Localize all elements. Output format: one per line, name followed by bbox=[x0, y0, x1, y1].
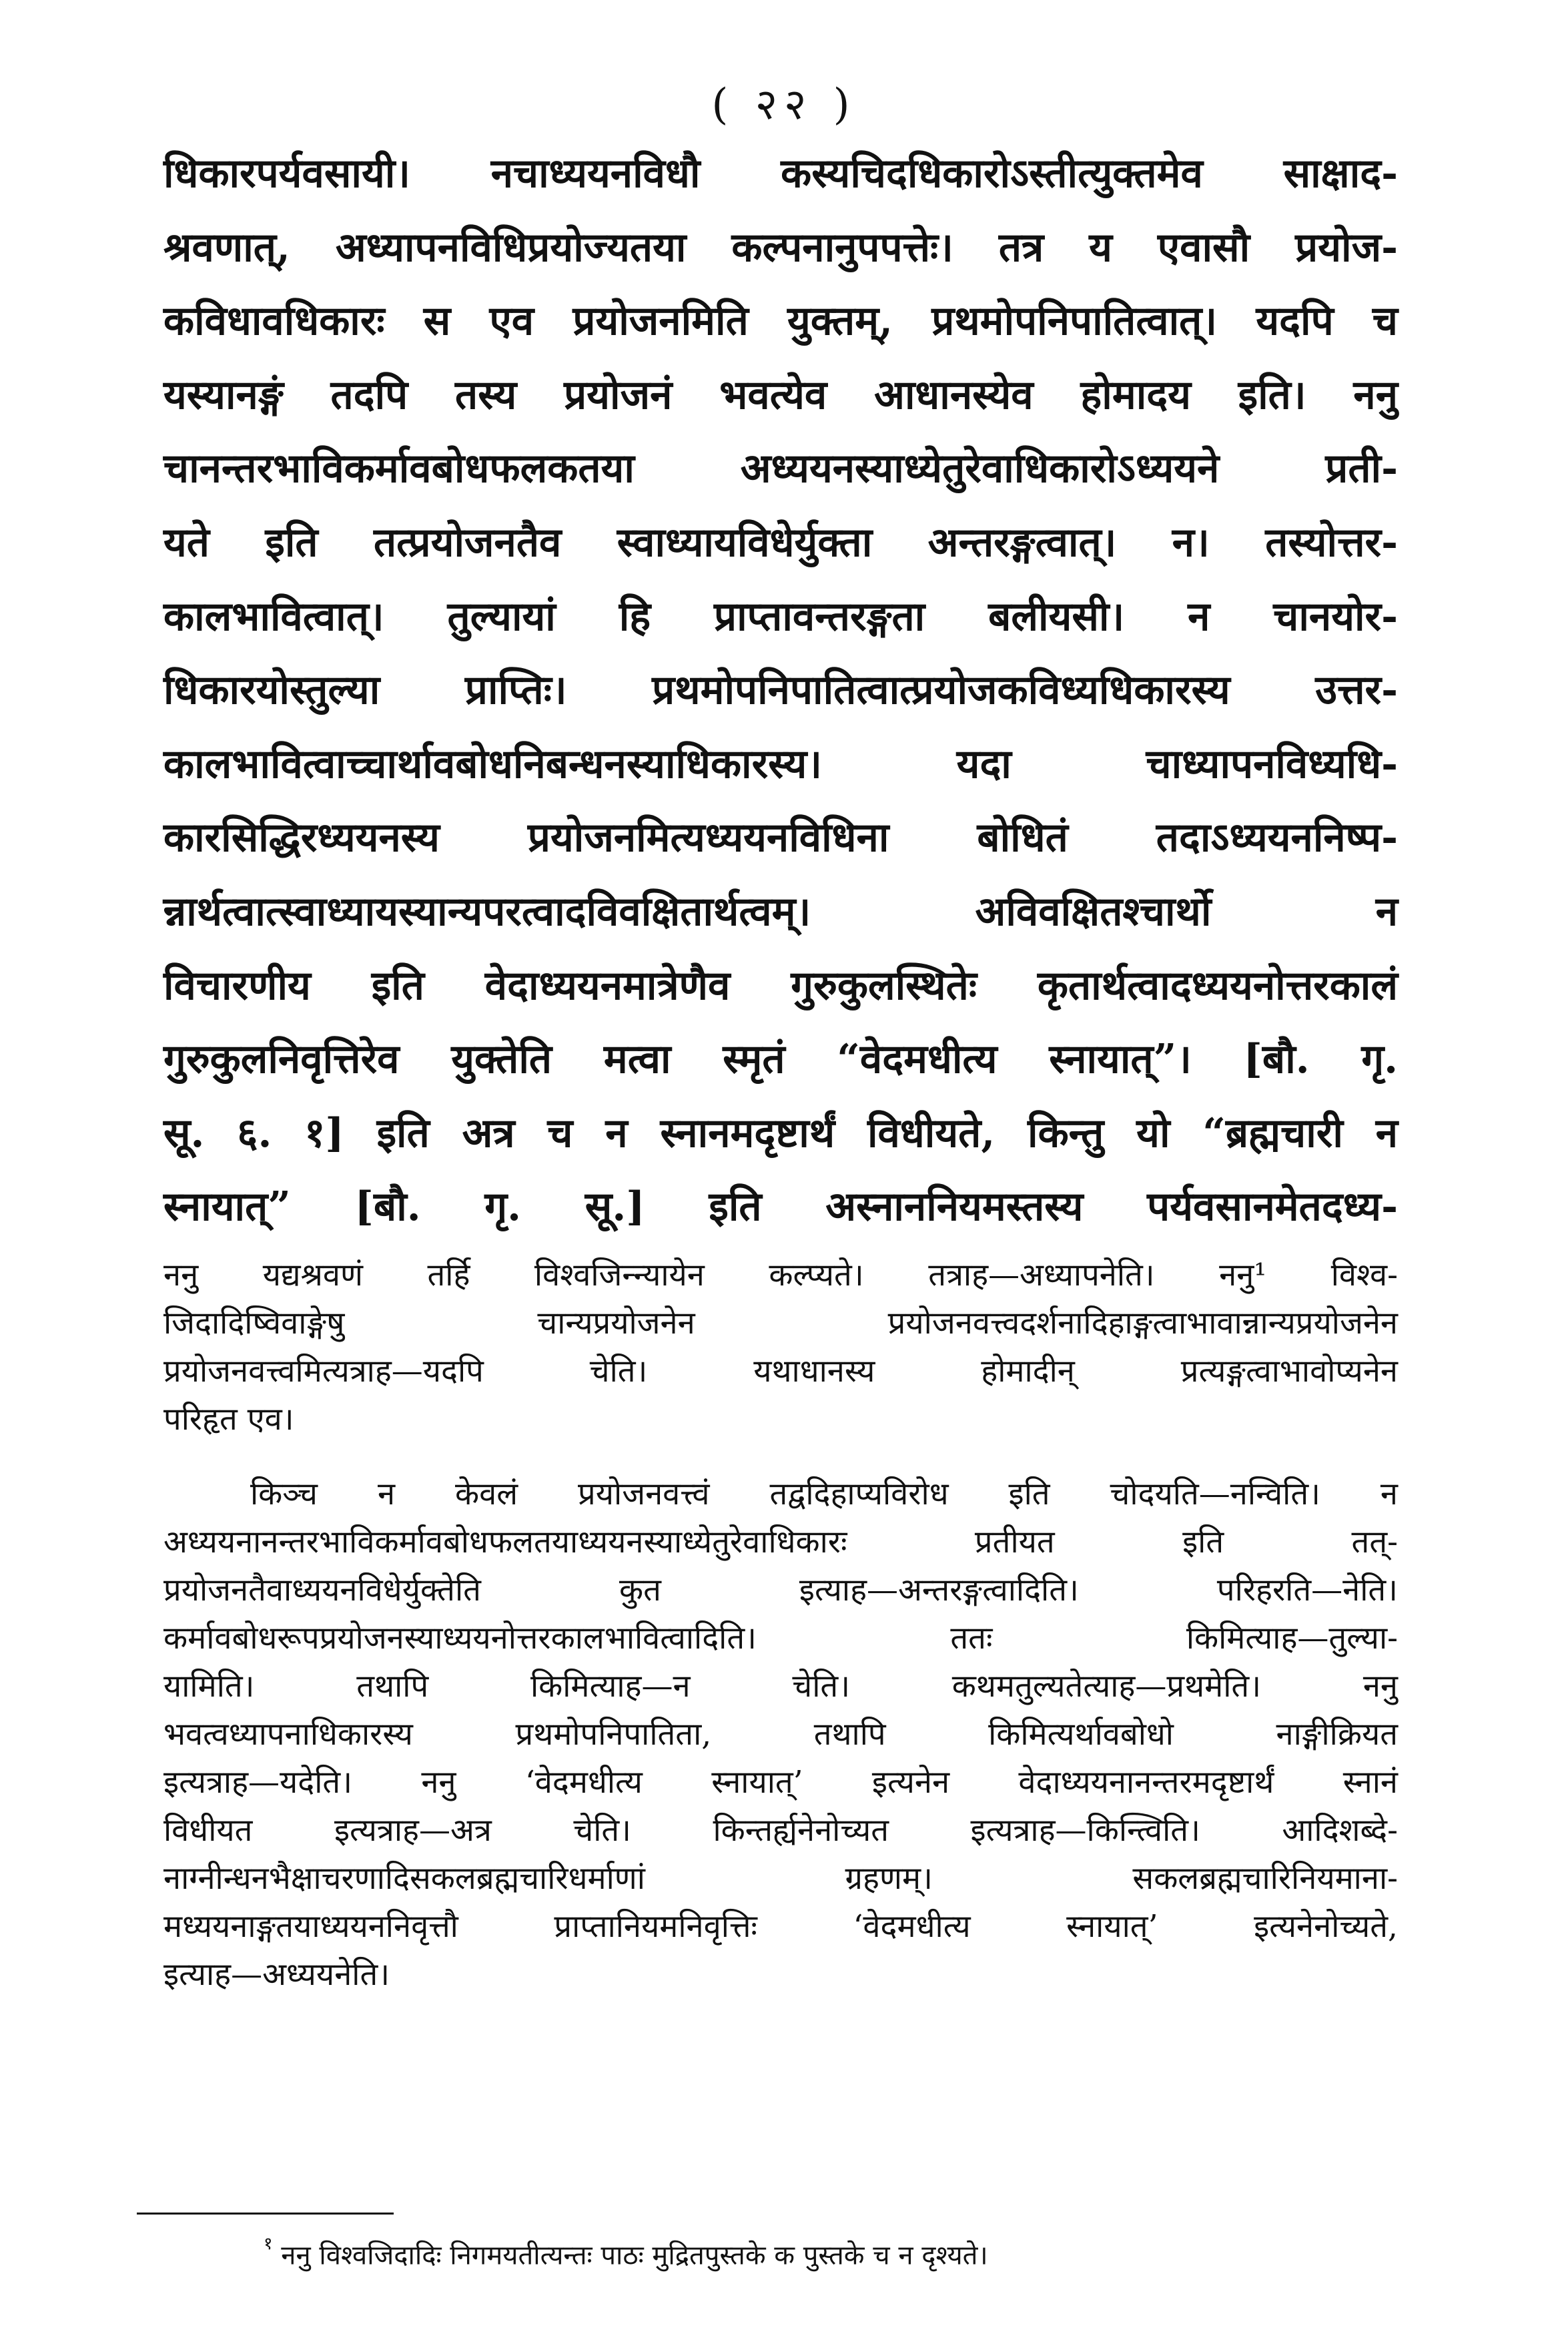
page-number: ( २२ ) bbox=[711, 80, 857, 129]
main-text-line: यस्यानङ्गं तदपि तस्य प्रयोजनं भवत्येव आधानस्येव होमादय इति। ननु bbox=[163, 371, 1398, 418]
commentary-paragraph bbox=[163, 1470, 1398, 1999]
commentary-line: मध्ययनाङ्गतयाध्ययननिवृत्तौ प्राप्तानियमनिवृत्तिः ‘वेदमधीत्य स्नायात्’ इत्यनेनोच्यते, bbox=[163, 1908, 1398, 1945]
paragraph-gap bbox=[163, 1444, 1398, 1470]
main-text bbox=[163, 137, 1398, 1244]
commentary-line: प्रयोजनवत्त्वमित्यत्राह—यदपि चेति। यथाधानस्य होमादीन् प्रत्यङ्गत्वाभावोप्यनेन bbox=[163, 1353, 1398, 1390]
commentary-line: इत्याह—अध्ययनेति। bbox=[163, 1956, 390, 1993]
main-text-line: यते इति तत्प्रयोजनतैव स्वाध्यायविधेर्युक्ता अन्तरङ्गत्वात्। न। तस्योत्तर- bbox=[163, 519, 1398, 566]
main-text-line: स्नायात्” [बौ. गृ. सू.] इति अस्नाननियमस्तस्य पर्यवसानमेतदध्य- bbox=[163, 1183, 1398, 1231]
main-text-line: कालभावित्वाच्चार्थावबोधनिबन्धनस्याधिकारस्य। यदा चाध्यापनविध्यधि- bbox=[163, 740, 1398, 788]
commentary-line: जिदादिष्विवाङ्गेषु चान्यप्रयोजनेन प्रयोजनवत्त्वदर्शनादिहाङ्गत्वाभावान्नान्यप्रयोजनेन bbox=[163, 1305, 1398, 1342]
commentary-line: प्रयोजनतैवाध्ययनविधेर्युक्तेति कुत इत्याह—अन्तरङ्गत्वादिति। परिहरति—नेति। bbox=[163, 1572, 1398, 1609]
commentary bbox=[163, 1251, 1398, 1999]
main-text-line: धिकारयोस्तुल्या प्राप्तिः। प्रथमोपनिपातित्वात्प्रयोजकविध्यधिकारस्य उत्तर- bbox=[163, 667, 1398, 714]
main-text-line: कविधावधिकारः स एव प्रयोजनमिति युक्तम्, प्रथमोपनिपातित्वात्। यदपि च bbox=[163, 298, 1398, 345]
footnote-marker: १ bbox=[264, 2234, 273, 2254]
main-text-line: सू. ६. १] इति अत्र च न स्नानमदृष्टार्थं विधीयते, किन्तु यो “ब्रह्मचारी न bbox=[163, 1109, 1398, 1157]
commentary-line: परिहृत एव। bbox=[163, 1401, 294, 1438]
commentary-line: ननु यद्यश्रवणं तर्हि विश्वजिन्न्यायेन कल्प्यते। तत्राह—अध्यापनेति। ननु¹ विश्व- bbox=[163, 1257, 1398, 1293]
main-text-line: न्नार्थत्वात्स्वाध्यायस्यान्यपरत्वादविवक्षितार्थत्वम्। अविवक्षितश्चार्थो न bbox=[163, 888, 1398, 935]
commentary-line: अध्ययनानन्तरभाविकर्मावबोधफलतयाध्ययनस्याध्येतुरेवाधिकारः प्रतीयत इति तत्- bbox=[163, 1524, 1398, 1560]
commentary-line: विधीयत इत्यत्राह—अत्र चेति। किन्तर्ह्यनेनोच्यत इत्यत्राह—किन्त्विति। आदिशब्दे- bbox=[163, 1812, 1398, 1849]
commentary-line: भवत्वध्यापनाधिकारस्य प्रथमोपनिपातिता, तथापि किमित्यर्थावबोधो नाङ्गीक्रियत bbox=[163, 1716, 1398, 1753]
commentary-line: कर्मावबोधरूपप्रयोजनस्याध्ययनोत्तरकालभावित्वादिति। ततः किमित्याह—तुल्या- bbox=[163, 1620, 1398, 1657]
commentary-line: इत्यत्राह—यदेति। ननु ‘वेदमधीत्य स्नायात्’ इत्यनेन वेदाध्ययनानन्तरमदृष्टार्थं स्नानं bbox=[163, 1764, 1398, 1801]
main-text-line: धिकारपर्यवसायी। नचाध्ययनविधौ कस्यचिदधिकारोऽस्तीत्युक्तमेव साक्षाद- bbox=[163, 150, 1398, 197]
main-text-line: चानन्तरभाविकर्मावबोधफलकतया अध्ययनस्याध्येतुरेवाधिकारोऽध्ययने प्रती- bbox=[163, 445, 1398, 493]
commentary-line: नाग्नीन्धनभैक्षाचरणादिसकलब्रह्मचारिधर्माणां ग्रहणम्। सकलब्रह्मचारिनियमाना- bbox=[163, 1860, 1398, 1897]
footnote bbox=[264, 2229, 988, 2275]
main-text-line: गुरुकुलनिवृत्तिरेव युक्तेति मत्वा स्मृतं “वेदमधीत्य स्नायात्”। [बौ. गृ. bbox=[163, 1036, 1398, 1083]
commentary-line: यामिति। तथापि किमित्याह—न चेति। कथमतुल्यतेत्याह—प्रथमेति। ननु bbox=[163, 1668, 1398, 1705]
footnote-text: ननु विश्वजिदादिः निगमयतीत्यन्तः पाठः मुद्रितपुस्तके क पुस्तके च न दृश्यते। bbox=[281, 2240, 988, 2271]
main-text-line: विचारणीय इति वेदाध्ययनमात्रेणैव गुरुकुलस्थितेः कृतार्थत्वादध्ययनोत्तरकालं bbox=[163, 962, 1398, 1009]
main-text-line: कारसिद्धिरध्ययनस्य प्रयोजनमित्यध्ययनविधिना बोधितं तदाऽध्ययननिष्प- bbox=[163, 814, 1398, 862]
footnote-divider bbox=[137, 2213, 394, 2215]
commentary-line: किञ्च न केवलं प्रयोजनवत्त्वं तद्वदिहाप्यविरोध इति चोदयति—नन्विति। न bbox=[250, 1476, 1398, 1512]
main-text-line: श्रवणात्, अध्यापनविधिप्रयोज्यतया कल्पनानुपपत्तेः। तत्र य एवासौ प्रयोज- bbox=[163, 224, 1398, 271]
commentary-paragraph bbox=[163, 1251, 1398, 1444]
main-text-line: कालभावित्वात्। तुल्यायां हि प्राप्तावन्तरङ्गता बलीयसी। न चानयोर- bbox=[163, 593, 1398, 640]
